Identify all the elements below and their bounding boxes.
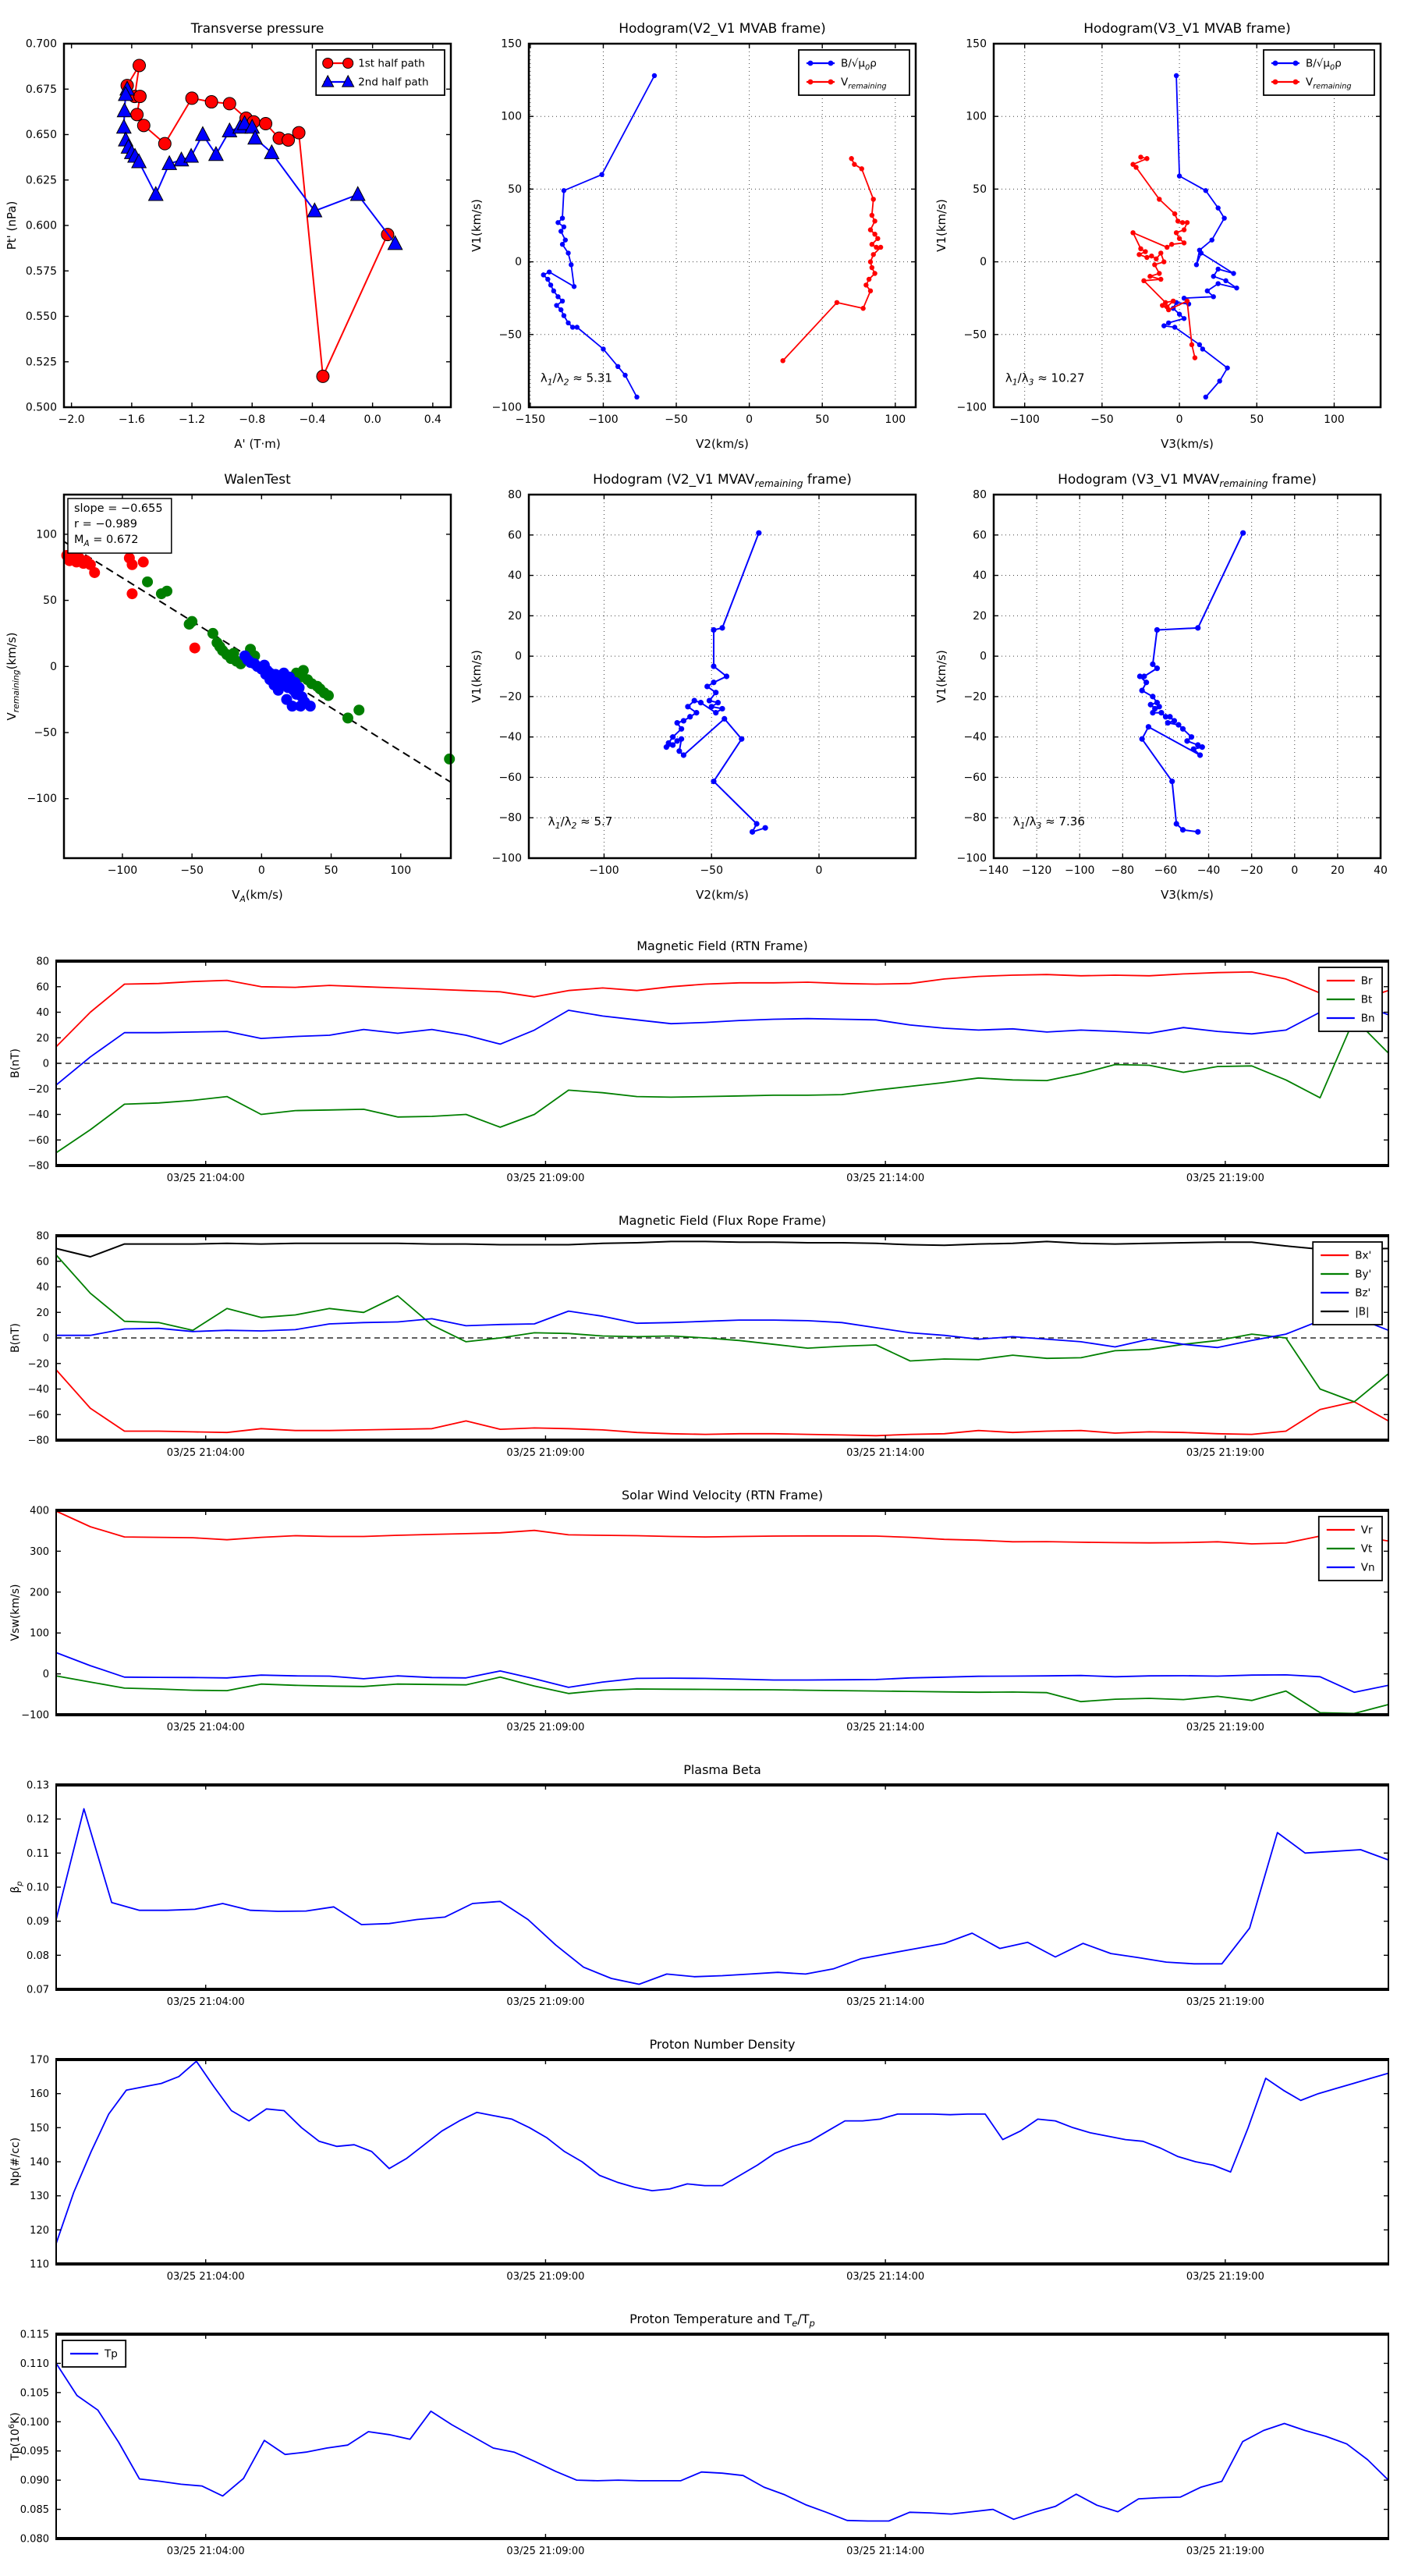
hodogram-v3v1-mvab-title: Hodogram(V3_V1 MVAB frame) xyxy=(1083,21,1291,37)
mag-field-flux-rope-series-Bx xyxy=(56,1370,1388,1435)
transverse-pressure-xtick-label: −0.8 xyxy=(239,413,266,426)
hodogram-v2v1-mvab-xtick-label: 0 xyxy=(746,413,753,426)
hodogram-v3v1-mvab-canvas xyxy=(930,6,1395,457)
proton-temperature-ytick-label: 0.115 xyxy=(20,2329,49,2341)
proton-number-density-ylabel: Np(#/cc) xyxy=(9,2137,22,2187)
hodogram-v3v1-mvav-ytick-label: 60 xyxy=(973,529,987,542)
hodogram-v3v1-mvav-ytick-label: −40 xyxy=(963,731,987,744)
hodogram-v3v1-mvav-xtick-label: −60 xyxy=(1154,864,1178,877)
hodogram-v3v1-mvav-ytick-label: 20 xyxy=(973,609,987,623)
solar-wind-velocity-legend-label: Vn xyxy=(1360,1561,1375,1574)
proton-number-density-xtick-label: 03/25 21:09:00 xyxy=(506,2271,585,2283)
hodogram-v2v1-mvav-markers-V-remaining xyxy=(664,530,768,835)
solar-wind-velocity-legend-label: Vr xyxy=(1360,1524,1373,1537)
proton-number-density-ytick-label: 130 xyxy=(30,2191,49,2203)
proton-number-density-ytick-label: 120 xyxy=(30,2224,49,2237)
mag-field-flux-rope-xtick-label: 03/25 21:14:00 xyxy=(846,1447,925,1459)
chart-proton-number-density xyxy=(0,2027,1404,2301)
walen-test-stats-line: $M_A = 0.672$ xyxy=(74,534,139,548)
solar-wind-velocity-xtick-label: 03/25 21:19:00 xyxy=(1186,1722,1264,1733)
solar-wind-velocity-canvas xyxy=(3,1478,1401,1751)
solar-wind-velocity-title: Solar Wind Velocity (RTN Frame) xyxy=(621,1488,824,1503)
hodogram-v2v1-mvab-ylabel: V1(km/s) xyxy=(470,199,484,252)
hodogram-v2v1-mvav-ytick-label: −80 xyxy=(498,811,522,825)
proton-temperature-ytick-label: 0.095 xyxy=(20,2446,49,2458)
hodogram-v3v1-mvav-xtick-label: −20 xyxy=(1239,864,1264,877)
mag-field-rtn-xtick-label: 03/25 21:19:00 xyxy=(1186,1173,1264,1184)
hodogram-v3v1-mvav-ytick-label: −100 xyxy=(956,852,987,865)
chart-hodogram-v3v1-mvav xyxy=(930,457,1395,908)
hodogram-v2v1-mvav-annotation: $\lambda_1/\lambda_2 \approx 5.7$ xyxy=(548,814,613,832)
hodogram-v2v1-mvab-xtick-label: 50 xyxy=(815,413,830,426)
hodogram-v2v1-mvab-series-V-remaining xyxy=(783,158,881,360)
hodogram-v3v1-mvab-xtick-label: −100 xyxy=(1009,413,1040,426)
hodogram-v3v1-mvab-markers-B-alfven xyxy=(1161,73,1239,399)
proton-temperature-xtick-label: 03/25 21:19:00 xyxy=(1186,2546,1264,2557)
mag-field-flux-rope-series-By xyxy=(56,1255,1388,1402)
proton-temperature-ytick-label: 0.085 xyxy=(20,2504,49,2517)
hodogram-v3v1-mvav-ytick-label: 40 xyxy=(973,569,987,583)
chart-walen-test xyxy=(0,457,465,908)
hodogram-v3v1-mvav-frame xyxy=(994,495,1381,858)
walen-test-title: WalenTest xyxy=(224,472,291,488)
hodogram-v2v1-mvab-xtick-label: −50 xyxy=(665,413,688,426)
solar-wind-velocity-ylabel: Vsw(km/s) xyxy=(9,1584,22,1641)
mag-field-flux-rope-xtick-label: 03/25 21:04:00 xyxy=(166,1447,245,1459)
transverse-pressure-ytick-label: 0.625 xyxy=(25,174,57,187)
chart-mag-field-flux-rope xyxy=(0,1203,1404,1478)
transverse-pressure-ytick-label: 0.650 xyxy=(25,129,57,141)
hodogram-v3v1-mvab-xtick-label: −50 xyxy=(1090,413,1114,426)
hodogram-v2v1-mvab-xlabel: V2(km/s) xyxy=(696,437,749,451)
walen-test-xlabel: $V_A(km/s)$ xyxy=(232,888,283,904)
hodogram-v2v1-mvav-canvas xyxy=(465,457,930,908)
chart-proton-temperature xyxy=(0,2301,1404,2576)
hodogram-v3v1-mvab-legend-label: $B/√\mu_0\rho$ xyxy=(1306,57,1342,73)
proton-temperature-ylabel: $Tp(10^6K)$ xyxy=(8,2412,22,2461)
walen-test-xtick-label: −50 xyxy=(180,864,204,877)
hodogram-v2v1-mvav-xtick-label: 0 xyxy=(815,864,823,877)
hodogram-v3v1-mvav-xtick-label: 0 xyxy=(1291,864,1299,877)
hodogram-v2v1-mvav-frame xyxy=(529,495,916,858)
mag-field-rtn-series-Bn xyxy=(56,1002,1388,1084)
proton-number-density-canvas xyxy=(3,2027,1401,2300)
hodogram-v2v1-mvab-frame xyxy=(529,44,916,407)
hodogram-v2v1-mvab-ytick-label: −50 xyxy=(498,328,522,342)
mag-field-rtn-legend-label: Bt xyxy=(1360,993,1373,1006)
solar-wind-velocity-ytick-label: 200 xyxy=(30,1587,49,1599)
mag-field-rtn-ytick-label: 20 xyxy=(36,1032,49,1045)
mag-field-rtn-xtick-label: 03/25 21:04:00 xyxy=(166,1173,245,1184)
walen-test-markers-pts-mid xyxy=(142,577,455,765)
transverse-pressure-xtick-label: 0.0 xyxy=(363,413,381,426)
proton-number-density-ytick-label: 110 xyxy=(30,2258,49,2271)
mag-field-rtn-ytick-label: −40 xyxy=(27,1109,49,1121)
hodogram-v3v1-mvav-ytick-label: −60 xyxy=(963,771,987,784)
hodogram-v2v1-mvab-legend-label: $V_{remaining}$ xyxy=(841,76,887,91)
hodogram-v2v1-mvav-ytick-label: −20 xyxy=(498,690,522,704)
proton-temperature-title: Proton Temperature and $T_e/T_p$ xyxy=(629,2312,815,2329)
solar-wind-velocity-ytick-label: 100 xyxy=(30,1627,49,1640)
hodogram-v2v1-mvav-ytick-label: 80 xyxy=(508,488,522,502)
hodogram-v2v1-mvav-ytick-label: −60 xyxy=(498,771,522,784)
transverse-pressure-xtick-label: −2.0 xyxy=(58,413,85,426)
hodogram-v3v1-mvav-xlabel: V3(km/s) xyxy=(1161,888,1214,902)
plasma-beta-ytick-label: 0.09 xyxy=(27,1916,49,1928)
mag-field-rtn-ytick-label: −80 xyxy=(27,1160,49,1173)
mag-field-rtn-ylabel: B(nT) xyxy=(9,1048,22,1078)
hodogram-v3v1-mvab-legend-label: $V_{remaining}$ xyxy=(1306,76,1352,91)
mag-field-rtn-ytick-label: −20 xyxy=(27,1084,49,1096)
hodogram-v3v1-mvab-ytick-label: 0 xyxy=(980,256,987,269)
walen-test-xtick-label: −100 xyxy=(107,864,138,877)
proton-temperature-series-Tp xyxy=(56,2363,1388,2521)
row-gap xyxy=(0,908,1404,928)
walen-test-xtick-label: 50 xyxy=(324,864,339,877)
hodogram-v3v1-mvab-frame xyxy=(994,44,1381,407)
mag-field-rtn-legend-label: Bn xyxy=(1360,1012,1375,1025)
hodogram-v3v1-mvav-ylabel: V1(km/s) xyxy=(934,650,948,703)
proton-number-density-ytick-label: 150 xyxy=(30,2122,49,2134)
hodogram-v2v1-mvab-ytick-label: 50 xyxy=(508,183,522,196)
mag-field-flux-rope-ytick-label: 40 xyxy=(36,1282,49,1293)
transverse-pressure-ytick-label: 0.550 xyxy=(25,310,57,323)
hodogram-v2v1-mvav-ytick-label: 0 xyxy=(515,650,522,663)
mag-field-flux-rope-ytick-label: −60 xyxy=(27,1409,49,1421)
transverse-pressure-markers-2nd-half-path xyxy=(117,81,402,250)
chart-transverse-pressure xyxy=(0,6,465,457)
transverse-pressure-series-1st-half-path xyxy=(127,66,388,376)
hodogram-v3v1-mvab-ytick-label: 150 xyxy=(966,37,987,51)
hodogram-v2v1-mvab-series-B-alfven xyxy=(544,76,654,397)
mag-field-rtn-ytick-label: 80 xyxy=(36,956,49,968)
hodogram-v3v1-mvav-xtick-label: −140 xyxy=(978,864,1009,877)
plasma-beta-title: Plasma Beta xyxy=(683,1762,761,1777)
hodogram-v3v1-mvab-xtick-label: 0 xyxy=(1175,413,1183,426)
hodogram-v3v1-mvab-ytick-label: −100 xyxy=(956,401,987,414)
proton-number-density-xtick-label: 03/25 21:19:00 xyxy=(1186,2271,1264,2283)
walen-test-xtick-label: 100 xyxy=(390,864,412,877)
hodogram-v2v1-mvab-legend-label: $B/√\mu_0\rho$ xyxy=(841,57,877,73)
proton-temperature-ytick-label: 0.110 xyxy=(20,2358,49,2370)
solar-wind-velocity-ytick-label: −100 xyxy=(21,1709,49,1722)
walen-test-markers-pts-first xyxy=(62,550,200,654)
charts-grid xyxy=(0,6,1404,2576)
transverse-pressure-ytick-label: 0.600 xyxy=(25,219,57,232)
transverse-pressure-ytick-label: 0.575 xyxy=(25,264,57,278)
mag-field-flux-rope-legend-label: Bz' xyxy=(1355,1286,1371,1300)
hodogram-v2v1-mvab-ytick-label: 100 xyxy=(501,110,522,123)
mag-field-flux-rope-ylabel: B(nT) xyxy=(9,1323,22,1353)
plasma-beta-xtick-label: 03/25 21:19:00 xyxy=(1186,1996,1264,2008)
hodogram-v3v1-mvav-xtick-label: −120 xyxy=(1021,864,1052,877)
mag-field-rtn-ytick-label: 0 xyxy=(42,1058,49,1070)
mag-field-flux-rope-ytick-label: 80 xyxy=(36,1230,49,1243)
hodogram-v3v1-mvav-series-V-remaining xyxy=(1140,533,1243,832)
mag-field-flux-rope-xtick-label: 03/25 21:09:00 xyxy=(506,1447,585,1459)
proton-temperature-ytick-label: 0.080 xyxy=(20,2533,49,2546)
transverse-pressure-xtick-label: −1.6 xyxy=(118,413,145,426)
hodogram-v3v1-mvav-ytick-label: −80 xyxy=(963,811,987,825)
hodogram-v2v1-mvab-title: Hodogram(V2_V1 MVAB frame) xyxy=(619,21,826,37)
mag-field-rtn-xtick-label: 03/25 21:09:00 xyxy=(506,1173,585,1184)
chart-solar-wind-velocity xyxy=(0,1478,1404,1752)
proton-temperature-xtick-label: 03/25 21:14:00 xyxy=(846,2546,925,2557)
chart-mag-field-rtn xyxy=(0,928,1404,1203)
hodogram-v3v1-mvav-ytick-label: 80 xyxy=(973,488,987,502)
hodogram-v3v1-mvav-ytick-label: 0 xyxy=(980,650,987,663)
walen-test-stats-line: r = −0.989 xyxy=(74,518,137,530)
mag-field-rtn-ytick-label: −60 xyxy=(27,1134,49,1147)
chart-hodogram-v3v1-mvab xyxy=(930,6,1395,457)
hodogram-v2v1-mvab-xtick-label: 100 xyxy=(885,413,906,426)
hodogram-v3v1-mvav-xtick-label: −40 xyxy=(1197,864,1221,877)
hodogram-v3v1-mvab-markers-V-remaining xyxy=(1130,154,1197,360)
hodogram-v2v1-mvav-ylabel: V1(km/s) xyxy=(470,650,484,703)
hodogram-v3v1-mvab-ytick-label: 100 xyxy=(966,110,987,123)
hodogram-v3v1-mvab-xtick-label: 50 xyxy=(1250,413,1264,426)
proton-temperature-ytick-label: 0.090 xyxy=(20,2475,49,2487)
hodogram-v3v1-mvav-annotation: $\lambda_1/\lambda_3 \approx 7.36$ xyxy=(1012,814,1085,832)
solar-wind-velocity-ytick-label: 400 xyxy=(30,1505,49,1517)
hodogram-v3v1-mvav-xtick-label: 20 xyxy=(1330,864,1345,877)
hodogram-v2v1-mvav-xlabel: V2(km/s) xyxy=(696,888,749,902)
mag-field-flux-rope-ytick-label: 60 xyxy=(36,1256,49,1268)
proton-temperature-canvas xyxy=(3,2301,1401,2574)
proton-number-density-title: Proton Number Density xyxy=(649,2037,796,2052)
hodogram-v3v1-mvav-ytick-label: −20 xyxy=(963,690,987,704)
hodogram-v2v1-mvab-canvas xyxy=(465,6,930,457)
proton-number-density-series-Np xyxy=(56,2061,1388,2244)
hodogram-v2v1-mvab-markers-B-alfven xyxy=(541,73,658,399)
proton-temperature-legend-label: Tp xyxy=(105,2347,118,2361)
hodogram-v2v1-mvav-ytick-label: 60 xyxy=(508,529,522,542)
plasma-beta-ylabel: $\beta_p$ xyxy=(9,1881,24,1893)
hodogram-v2v1-mvav-ytick-label: 20 xyxy=(508,609,522,623)
mag-field-flux-rope-ytick-label: −20 xyxy=(27,1358,49,1371)
proton-number-density-xtick-label: 03/25 21:14:00 xyxy=(846,2271,925,2283)
transverse-pressure-canvas xyxy=(0,6,465,457)
chart-hodogram-v2v1-mvab xyxy=(465,6,930,457)
mag-field-flux-rope-ytick-label: 0 xyxy=(42,1332,49,1345)
walen-test-ytick-label: 0 xyxy=(50,660,57,673)
hodogram-v2v1-mvav-xtick-label: −50 xyxy=(700,864,723,877)
transverse-pressure-ylabel: Pt' (nPa) xyxy=(5,200,19,250)
hodogram-v2v1-mvav-xtick-label: −100 xyxy=(589,864,619,877)
mag-field-flux-rope-ytick-label: −80 xyxy=(27,1435,49,1447)
solar-wind-velocity-xtick-label: 03/25 21:14:00 xyxy=(846,1722,925,1733)
hodogram-v2v1-mvab-xtick-label: −150 xyxy=(515,413,546,426)
hodogram-v2v1-mvav-ytick-label: −100 xyxy=(491,852,522,865)
plasma-beta-series-beta xyxy=(56,1809,1388,1985)
transverse-pressure-ytick-label: 0.500 xyxy=(25,401,57,414)
plasma-beta-ytick-label: 0.12 xyxy=(27,1814,49,1826)
hodogram-v3v1-mvab-xlabel: V3(km/s) xyxy=(1161,437,1214,451)
transverse-pressure-xtick-label: −0.4 xyxy=(299,413,326,426)
mag-field-rtn-xtick-label: 03/25 21:14:00 xyxy=(846,1173,925,1184)
proton-number-density-ytick-label: 170 xyxy=(30,2054,49,2067)
walen-test-ytick-label: −100 xyxy=(27,793,57,806)
mag-field-flux-rope-xtick-label: 03/25 21:19:00 xyxy=(1186,1447,1264,1459)
walen-test-ytick-label: 50 xyxy=(43,594,57,608)
walen-test-ylabel: $V_{remaining}(km/s)$ xyxy=(5,632,21,721)
hodogram-v3v1-mvab-annotation: $\lambda_1/\lambda_3 \approx 10.27$ xyxy=(1005,371,1085,388)
hodogram-v2v1-mvav-ytick-label: 40 xyxy=(508,569,522,583)
proton-number-density-xtick-label: 03/25 21:04:00 xyxy=(166,2271,245,2283)
walen-test-canvas xyxy=(0,457,465,908)
plasma-beta-canvas xyxy=(3,1752,1401,2025)
plasma-beta-xtick-label: 03/25 21:09:00 xyxy=(506,1996,585,2008)
proton-number-density-ytick-label: 160 xyxy=(30,2088,49,2101)
hodogram-v3v1-mvav-canvas xyxy=(930,457,1395,908)
plasma-beta-ytick-label: 0.08 xyxy=(27,1950,49,1962)
hodogram-v3v1-mvab-xtick-label: 100 xyxy=(1324,413,1345,426)
solar-wind-velocity-series-Vn xyxy=(56,1652,1388,1692)
hodogram-v2v1-mvab-ytick-label: 0 xyxy=(515,256,522,269)
mag-field-rtn-ytick-label: 60 xyxy=(36,981,49,994)
solar-wind-velocity-series-Vr xyxy=(56,1511,1388,1544)
chart-hodogram-v2v1-mvav xyxy=(465,457,930,908)
plasma-beta-ytick-label: 0.07 xyxy=(27,1984,49,1996)
plasma-beta-xtick-label: 03/25 21:14:00 xyxy=(846,1996,925,2008)
proton-number-density-ytick-label: 140 xyxy=(30,2156,49,2169)
chart-plasma-beta xyxy=(0,1752,1404,2027)
walen-test-ytick-label: −50 xyxy=(34,726,57,740)
plasma-beta-ytick-label: 0.10 xyxy=(27,1882,49,1894)
proton-temperature-xtick-label: 03/25 21:04:00 xyxy=(166,2546,245,2557)
hodogram-v2v1-mvab-xtick-label: −100 xyxy=(588,413,619,426)
hodogram-v2v1-mvab-ytick-label: 150 xyxy=(501,37,522,51)
hodogram-v3v1-mvav-xtick-label: 40 xyxy=(1374,864,1388,877)
hodogram-v3v1-mvav-xtick-label: −80 xyxy=(1111,864,1135,877)
proton-temperature-ytick-label: 0.105 xyxy=(20,2387,49,2400)
proton-number-density-frame xyxy=(56,2060,1388,2264)
proton-temperature-ytick-label: 0.100 xyxy=(20,2416,49,2429)
hodogram-v3v1-mvav-title: Hodogram (V3_V1 $MVAV_{remaining}$ frame) xyxy=(1058,472,1317,489)
solar-wind-velocity-frame xyxy=(56,1510,1388,1715)
transverse-pressure-xtick-label: 0.4 xyxy=(424,413,441,426)
mag-field-flux-rope-legend-label: Bx' xyxy=(1355,1249,1372,1262)
mag-field-rtn-canvas xyxy=(3,928,1401,1201)
hodogram-v2v1-mvab-annotation: $\lambda_1/\lambda_2 \approx 5.31$ xyxy=(540,371,612,388)
transverse-pressure-title: Transverse pressure xyxy=(190,21,324,37)
hodogram-v2v1-mvav-title: Hodogram (V2_V1 $MVAV_{remaining}$ frame) xyxy=(593,472,852,489)
transverse-pressure-ytick-label: 0.525 xyxy=(25,356,57,369)
mag-field-flux-rope-legend-label: By' xyxy=(1355,1268,1372,1281)
solar-wind-velocity-legend-label: Vt xyxy=(1360,1542,1373,1556)
walen-test-ytick-label: 100 xyxy=(36,528,57,541)
plasma-beta-ytick-label: 0.11 xyxy=(27,1847,49,1860)
mag-field-rtn-title: Magnetic Field (RTN Frame) xyxy=(636,939,808,953)
transverse-pressure-xtick-label: −1.2 xyxy=(179,413,206,426)
mag-field-flux-rope-title: Magnetic Field (Flux Rope Frame) xyxy=(618,1213,827,1228)
hodogram-v3v1-mvav-markers-V-remaining xyxy=(1137,530,1246,835)
hodogram-v2v1-mvab-ytick-label: −100 xyxy=(491,401,522,414)
transverse-pressure-xlabel: A' (T·m) xyxy=(234,437,281,451)
mag-field-flux-rope-canvas xyxy=(3,1203,1401,1476)
transverse-pressure-legend-label: 1st half path xyxy=(358,57,425,70)
solar-wind-velocity-ytick-label: 0 xyxy=(42,1669,49,1681)
mag-field-flux-rope-series-Bmag xyxy=(56,1241,1388,1257)
plasma-beta-frame xyxy=(56,1785,1388,1989)
plasma-beta-ytick-label: 0.13 xyxy=(27,1779,49,1792)
hodogram-v2v1-mvav-ytick-label: −40 xyxy=(498,731,522,744)
hodogram-v2v1-mvab-markers-V-remaining xyxy=(780,156,883,363)
mag-field-rtn-legend-label: Br xyxy=(1360,974,1373,988)
transverse-pressure-markers-1st-half-path xyxy=(121,59,394,382)
transverse-pressure-legend-label: 2nd half path xyxy=(358,76,429,89)
solar-wind-velocity-xtick-label: 03/25 21:09:00 xyxy=(506,1722,585,1733)
proton-temperature-frame xyxy=(56,2334,1388,2539)
hodogram-v3v1-mvab-ytick-label: 50 xyxy=(973,183,987,196)
mag-field-flux-rope-ytick-label: 20 xyxy=(36,1307,49,1319)
mag-field-rtn-series-Bt xyxy=(56,1019,1388,1153)
mag-field-rtn-series-Br xyxy=(56,972,1388,1047)
mag-field-rtn-ytick-label: 40 xyxy=(36,1007,49,1019)
proton-temperature-xtick-label: 03/25 21:09:00 xyxy=(506,2546,585,2557)
walen-test-xtick-label: 0 xyxy=(257,864,265,877)
mag-field-flux-rope-legend-label: |B| xyxy=(1355,1305,1370,1318)
transverse-pressure-ytick-label: 0.675 xyxy=(25,83,57,96)
solar-wind-velocity-xtick-label: 03/25 21:04:00 xyxy=(166,1722,245,1733)
solar-wind-velocity-ytick-label: 300 xyxy=(30,1545,49,1558)
hodogram-v3v1-mvab-ytick-label: −50 xyxy=(963,328,987,342)
mag-field-flux-rope-ytick-label: −40 xyxy=(27,1384,49,1396)
hodogram-v3v1-mvav-xtick-label: −100 xyxy=(1064,864,1095,877)
transverse-pressure-ytick-label: 0.700 xyxy=(25,37,57,51)
solar-wind-velocity-series-Vt xyxy=(56,1676,1388,1713)
plasma-beta-xtick-label: 03/25 21:04:00 xyxy=(166,1996,245,2008)
walen-test-stats-line: slope = −0.655 xyxy=(74,502,163,515)
hodogram-v3v1-mvab-ylabel: V1(km/s) xyxy=(934,199,948,252)
